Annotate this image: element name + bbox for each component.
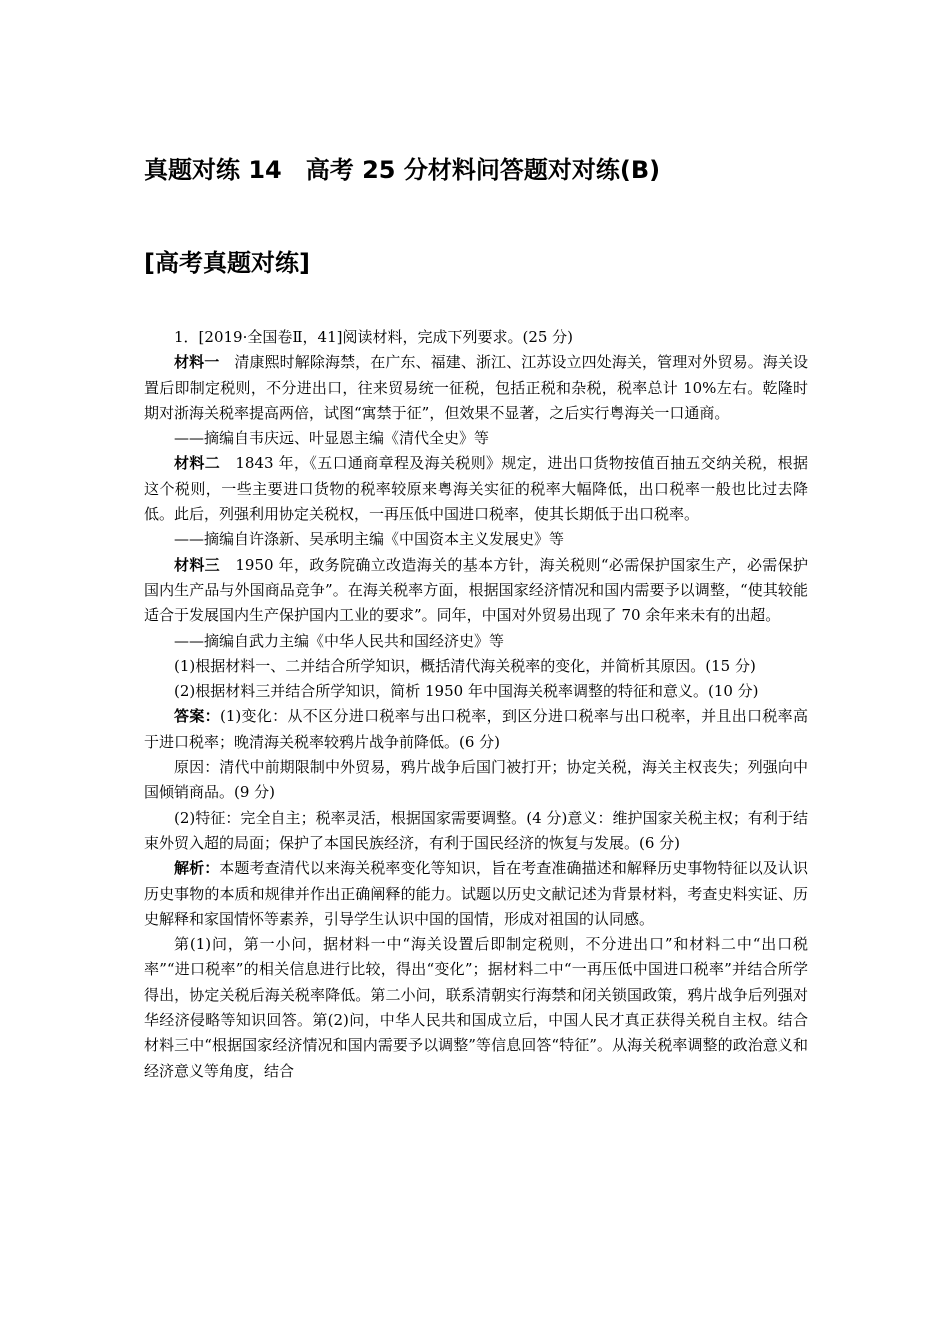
- sub-question-2: (2)根据材料三并结合所学知识，简析 1950 年中国海关税率调整的特征和意义。(10 分): [174, 682, 759, 701]
- section-heading: [高考真题对练]: [144, 249, 310, 277]
- material-1-label: 材料一: [174, 353, 220, 372]
- material-2-label: 材料二: [174, 454, 221, 473]
- material-2: [144, 451, 808, 527]
- material-1-text: 清康熙时解除海禁，在广东、福建、浙江、江苏设立四处海关，管理对外贸易。海关设置后即制定税则，不分进出口，往来贸易统一征税，包括正税和杂税，税率总计 10%左右。乾隆时期对浙海关税率提高两倍，试图“寓禁于征”，但效果不显著，之后实行粤海关一口通商。: [144, 353, 808, 422]
- answer-part-1-reason: 原因：清代中前期限制中外贸易，鸦片战争后国门被打开；协定关税，海关主权丧失；列强向中国倾销商品。(9 分): [144, 758, 808, 802]
- document-title: 真题对练 14 高考 25 分材料问答题对对练(B): [144, 156, 661, 184]
- analysis-text: 本题考查清代以来海关税率变化等知识，旨在考查准确描述和解释历史事物特征以及认识历史事物的本质和规律并作出正确阐释的能力。试题以历史文献记述为背景材料，考查史料实证、历史解释和家国情怀等素养，引导学生认识中国的国情，形成对祖国的认同感。: [144, 859, 808, 928]
- answer-part-2: (2)特征：完全自主；税率灵活，根据国家需要调整。(4 分)意义：维护国家关税主权；有利于结束外贸入超的局面；保护了本国民族经济，有利于国民经济的恢复与发展。(6 分): [144, 808, 808, 852]
- material-3: [144, 553, 808, 629]
- material-1-source: ——摘编自韦庆远、叶显恩主编《清代全史》等: [174, 429, 490, 448]
- analysis-paragraph-1: [144, 856, 808, 932]
- analysis-paragraph-2: 第(1)问，第一小问，据材料一中“海关设置后即制定税则，不分进出口”和材料二中“出口税率”“进口税率”的相关信息进行比较，得出“变化”；据材料二中“一再压低中国进口税率”并结合所学得出，协定关税后海关税率降低。第二小问，联系清朝实行海禁和闭关锁国政策，鸦片战争后列强对华经济侵略等知识回答。第(2)问，中华人民共和国成立后，中国人民才真正获得关税自主权。结合材料三中“根据国家经济情况和国内需要予以调整”等信息回答“特征”。从海关税率调整的政治意义和经济意义等角度，结合: [144, 935, 808, 1080]
- material-3-text: 1950 年，政务院确立改造海关的基本方针，海关税则“必需保护国家生产，必需保护国内生产品与外国商品竞争”。在海关税率方面，根据国家经济情况和国内需要予以调整，“使其较能适合于发展国内生产保护国内工业的要求”。同年，中国对外贸易出现了 70 余年来未有的出超。: [144, 555, 808, 625]
- answer-part-1: [144, 704, 808, 755]
- sub-question-1: (1)根据材料一、二并结合所学知识，概括清代海关税率的变化，并简析其原因。(15 分): [174, 656, 756, 675]
- material-1: [144, 350, 808, 426]
- document-body: [144, 325, 808, 1084]
- question-stem: 1．[2019·全国卷Ⅱ，41]阅读材料，完成下列要求。(25 分): [174, 328, 574, 346]
- material-2-source: ——摘编自许涤新、吴承明主编《中国资本主义发展史》等: [174, 530, 565, 549]
- material-3-label: 材料三: [174, 555, 221, 574]
- material-2-text: 1843 年，《五口通商章程及海关税则》规定，进出口货物按值百抽五交纳关税，根据这个税则，一些主要进口货物的税率较原来粤海关实征的税率大幅降低，出口税率一般也比过去降低。此后，列强利用协定关税权，一再压低中国进口税率，使其长期低于出口税率。: [144, 454, 808, 524]
- answer-label: 答案：: [174, 707, 220, 726]
- analysis-label: 解析：: [174, 859, 220, 878]
- answer-part-1-text: (1)变化：从不区分进口税率与出口税率，到区分进口税率与出口税率，并且出口税率高于进口税率；晚清海关税率较鸦片战争前降低。(6 分): [144, 707, 808, 751]
- material-3-source: ——摘编自武力主编《中华人民共和国经济史》等: [174, 631, 505, 650]
